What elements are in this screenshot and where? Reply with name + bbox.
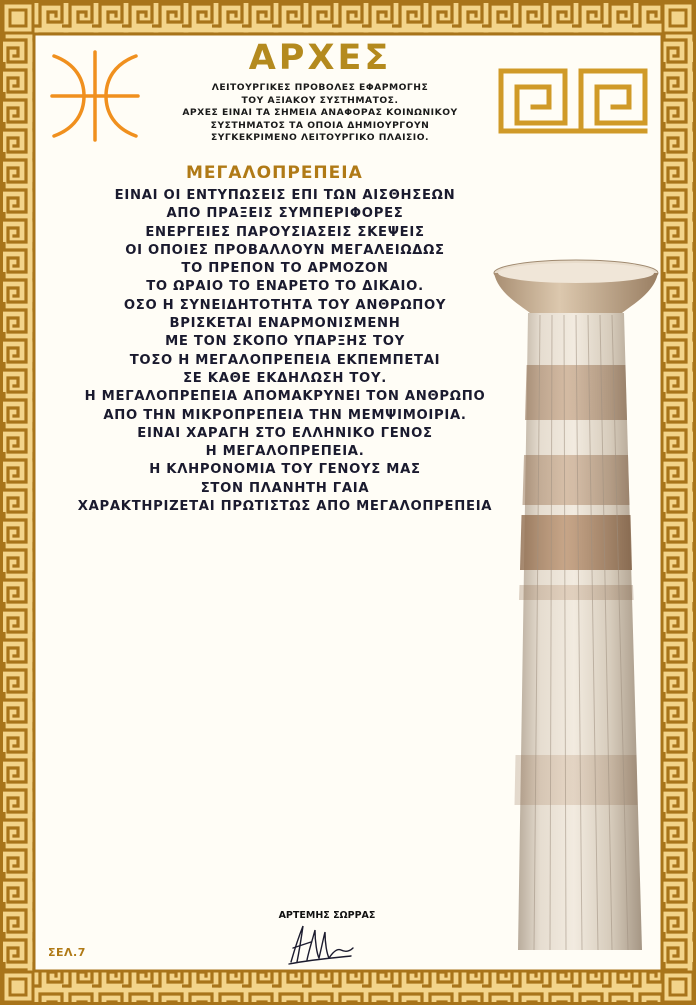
body-line: ΒΡΙΣΚΕΤΑΙ ΕΝΑΡΜΟΝΙΣΜΕΝΗ: [169, 316, 401, 332]
section-heading: ΜΕΓΑΛΟΠΡΕΠΕΙΑ: [186, 163, 363, 183]
author-name: ΑΡΤΕΜΗΣ ΣΩΡΡΑΣ: [278, 910, 376, 921]
body-line: ΕΙΝΑΙ ΧΑΡΑΓΗ ΣΤΟ ΕΛΛΗΝΙΚΟ ΓΕΝΟΣ: [137, 425, 433, 441]
body-line: ΣΕ ΚΑΘΕ ΕΚΔΗΛΩΣΗ ΤΟΥ.: [183, 370, 387, 386]
subtitle-line: ΣΥΓΚΕΚΡΙΜΕΝΟ ΛΕΙΤΟΥΡΓΙΚΟ ΠΛΑΙΣΙΟ.: [210, 132, 430, 143]
body-line: Η ΜΕΓΑΛΟΠΡΕΠΕΙΑ ΑΠΟΜΑΚΡΥΝΕΙ ΤΟΝ ΑΝΘΡΩΠΟ: [84, 389, 486, 405]
body-line: ΕΝΕΡΓΕΙΕΣ ΠΑΡΟΥΣΙΑΣΕΙΣ ΣΚΕΨΕΙΣ: [145, 224, 425, 240]
body-line: ΜΕ ΤΟΝ ΣΚΟΠΟ ΥΠΑΡΞΗΣ ΤΟΥ: [165, 334, 405, 350]
subtitle: [160, 82, 480, 145]
body-line: ΑΠΟ ΤΗΝ ΜΙΚΡΟΠΡΕΠΕΙΑ ΤΗΝ ΜΕΜΨΙΜΟΙΡΙΑ.: [103, 407, 467, 423]
subtitle-line: ΑΡΧΕΣ ΕΙΝΑΙ ΤΑ ΣΗΜΕΙΑ ΑΝΑΦΟΡΑΣ ΚΟΙΝΩΝΙΚΟΥ: [182, 107, 458, 118]
body-line: Η ΜΕΓΑΛΟΠΡΕΠΕΙΑ.: [205, 444, 365, 460]
column-image: [490, 255, 662, 955]
body-line: ΕΙΝΑΙ ΟΙ ΕΝΤΥΠΩΣΕΙΣ ΕΠΙ ΤΩΝ ΑΙΣΘΗΣΕΩΝ: [114, 188, 456, 203]
subtitle-line: ΤΟΥ ΑΞΙΑΚΟΥ ΣΥΣΤΗΜΑΤΟΣ.: [241, 94, 399, 106]
body-line: ΧΑΡΑΚΤΗΡΙΖΕΤΑΙ ΠΡΩΤΙΣΤΩΣ ΑΠΟ ΜΕΓΑΛΟΠΡΕΠΕΙΑ: [77, 499, 493, 515]
body-line: Η ΚΛΗΡΟΝΟΜΙΑ ΤΟΥ ΓΕΝΟΥΣ ΜΑΣ: [149, 462, 421, 478]
body-line: ΟΙ ΟΠΟΙΕΣ ΠΡΟΒΑΛΛΟΥΝ ΜΕΓΑΛΕΙΩΔΩΣ: [125, 242, 445, 258]
body-line: ΣΤΟΝ ΠΛΑΝΗΤΗ ΓΑΙΑ: [200, 480, 370, 496]
subtitle-line: ΣΥΣΤΗΜΑΤΟΣ ΤΑ ΟΠΟΙΑ ΔΗΜΙΟΥΡΓΟΥΝ: [210, 119, 430, 131]
signature-image: [285, 922, 355, 966]
rune-symbol-icon: [48, 50, 142, 142]
body-line: ΤΟΣΟ Η ΜΕΓΑΛΟΠΡΕΠΕΙΑ ΕΚΠΕΜΠΕΤΑΙ: [129, 352, 441, 368]
body-text: [40, 187, 530, 516]
body-line: ΤΟ ΩΡΑΙΟ ΤΟ ΕΝΑΡΕΤΟ ΤΟ ΔΙΚΑΙΟ.: [146, 279, 424, 295]
page-number: ΣΕΛ.7: [48, 946, 86, 959]
body-line: ΑΠΟ ΠΡΑΞΕΙΣ ΣΥΜΠΕΡΙΦΟΡΕΣ: [166, 206, 404, 222]
page-title: ΑΡΧΕΣ: [248, 38, 392, 78]
body-line: ΟΣΟ Η ΣΥΝΕΙΔΗΤΟΤΗΤΑ ΤΟΥ ΑΝΘΡΩΠΟΥ: [123, 297, 447, 313]
body-line: ΤΟ ΠΡΕΠΟΝ ΤΟ ΑΡΜΟΖΟΝ: [181, 261, 389, 277]
subtitle-line: ΛΕΙΤΟΥΡΓΙΚΕΣ ΠΡΟΒΟΛΕΣ ΕΦΑΡΜΟΓΗΣ: [211, 82, 429, 93]
meander-icon: [498, 68, 648, 134]
